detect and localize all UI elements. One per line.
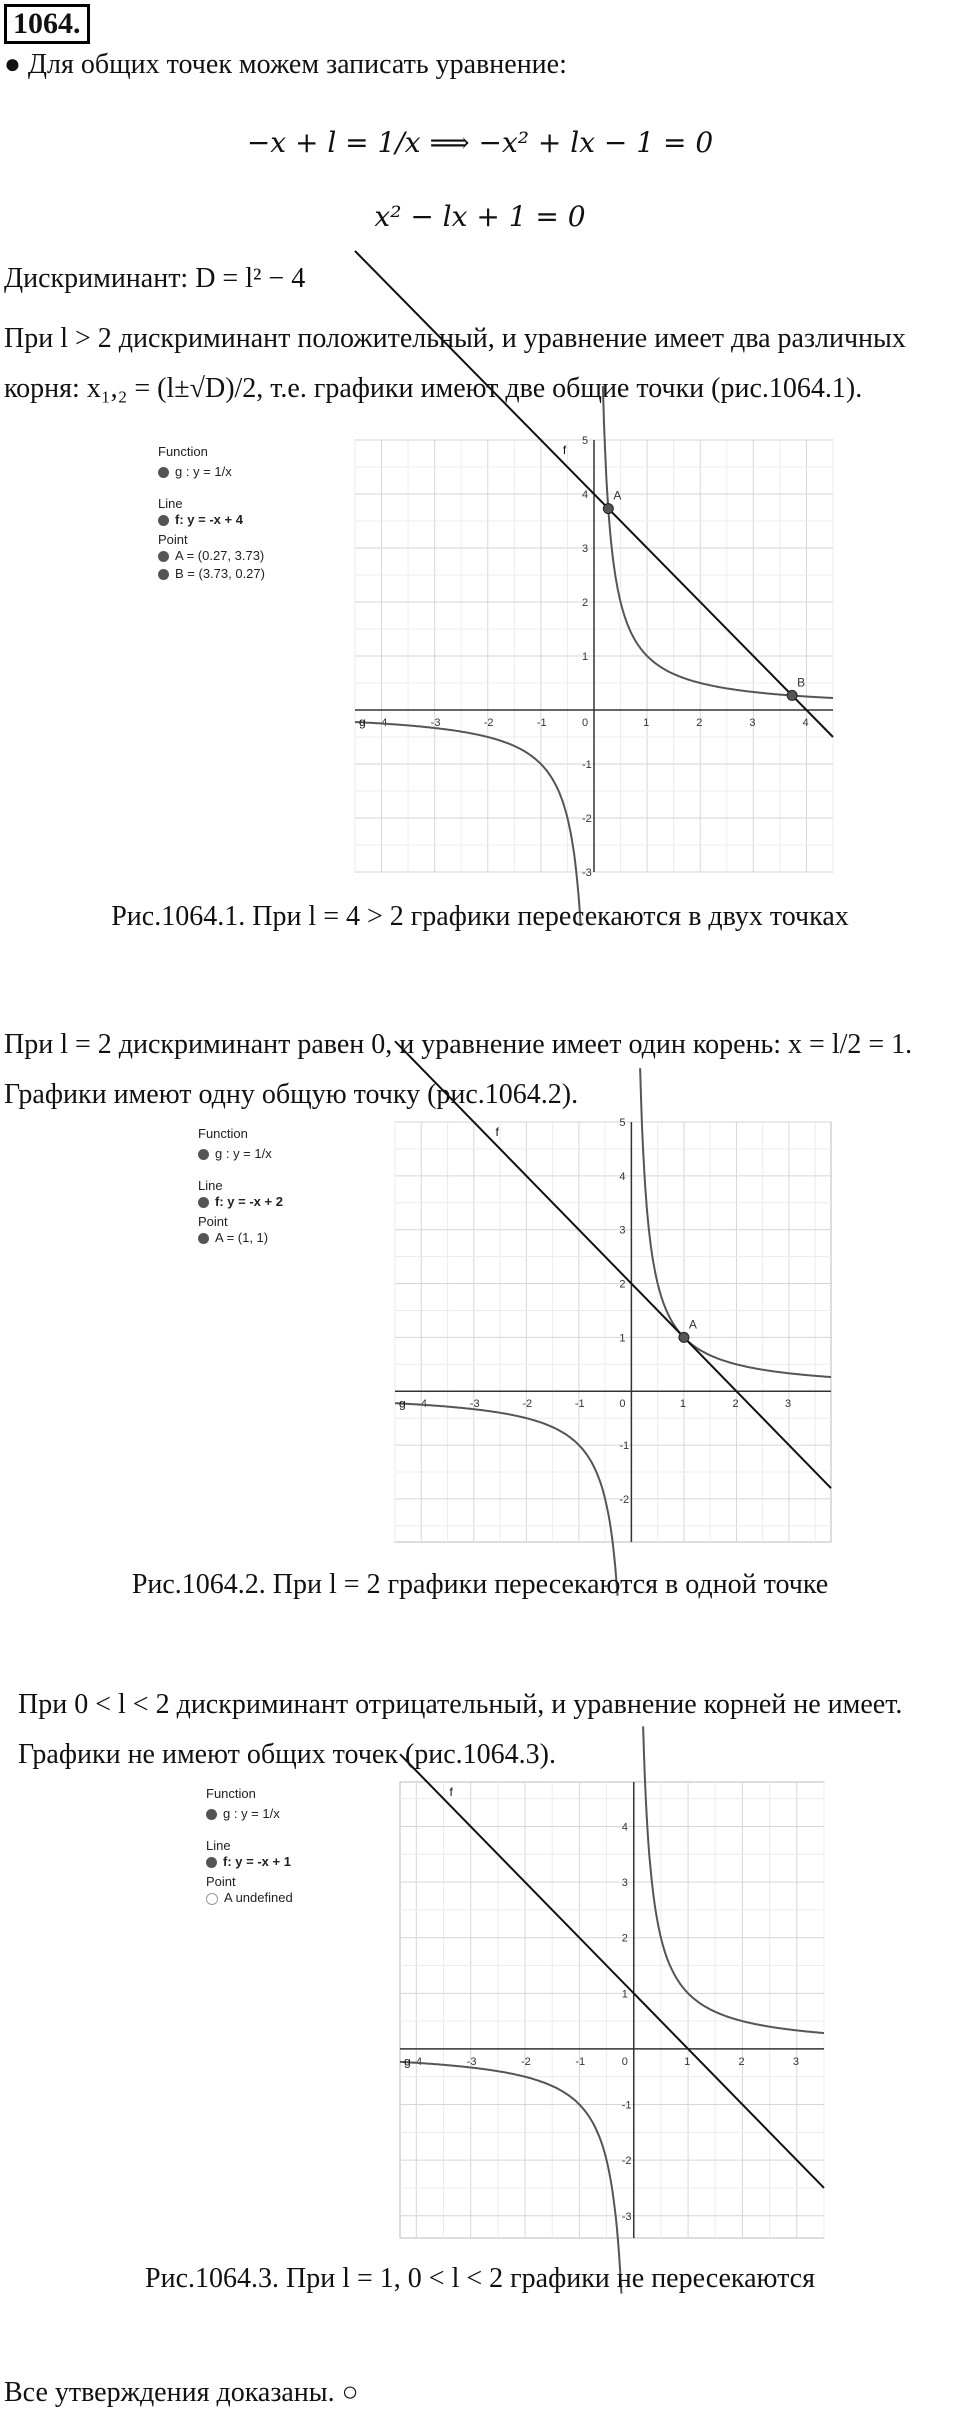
- point-item-a: A = (1, 1): [198, 1230, 268, 1245]
- y-tick-label: 1: [582, 651, 589, 663]
- label-f: f: [495, 1125, 499, 1139]
- function-category: Function: [198, 1126, 248, 1141]
- line-category: Line: [206, 1838, 231, 1853]
- algebra-panel-2: [170, 1122, 390, 1262]
- y-tick-label: -3: [621, 2210, 632, 2223]
- function-item: g : y = 1/x: [198, 1146, 272, 1161]
- paragraph-1-line-1: При l > 2 дискриминант положительный, и уравнение имеет два различных: [4, 323, 906, 354]
- point-item-a: A = (0.27, 3.73): [158, 548, 264, 563]
- intro-label: Для общих точек можем записать уравнение:: [27, 49, 567, 80]
- y-tick-label: 3: [619, 1224, 626, 1237]
- label-f: f: [449, 1785, 453, 1799]
- visibility-dot[interactable]: [158, 467, 169, 478]
- x-tick-label: 2: [732, 1398, 739, 1411]
- point-item-b: B = (3.73, 0.27): [158, 566, 265, 581]
- x-tick-label: 1: [679, 1398, 687, 1411]
- intersection-point: [679, 1332, 689, 1342]
- x-tick-label: -1: [574, 1398, 585, 1411]
- y-tick-label: 4: [621, 1821, 628, 1834]
- x-tick-label: 3: [749, 717, 756, 729]
- y-tick-label: -2: [621, 2155, 632, 2168]
- bullet: ●: [4, 49, 21, 80]
- y-tick-label: -3: [582, 867, 592, 879]
- x-tick-label: 3: [792, 2055, 799, 2068]
- y-tick-label: -1: [619, 1440, 630, 1453]
- x-tick-label: -4: [417, 1398, 428, 1411]
- y-tick-label: -2: [582, 813, 592, 825]
- visibility-dot[interactable]: [158, 551, 169, 562]
- paragraph-3-line-2: Графики не имеют общих точек (рис.1064.3).: [18, 1739, 557, 1770]
- visibility-dot[interactable]: [206, 1809, 217, 1820]
- line-category: Line: [158, 496, 183, 511]
- x-tick-label: 0: [582, 717, 589, 729]
- paragraph-1-line-2: корня: x₁,₂ = (l±√D)/2, т.е. графики имеют две общие точки (рис.1064.1).: [4, 373, 863, 404]
- function-category: Function: [158, 444, 208, 459]
- intersection-point: [603, 504, 613, 514]
- y-tick-label: 4: [582, 489, 589, 501]
- graph-background: [395, 1122, 831, 1542]
- x-tick-label: 1: [684, 2055, 691, 2068]
- paragraph-3-line-1: При 0 < l < 2 дискриминант отрицательный, и уравнение корней не имеет.: [18, 1689, 903, 1720]
- visibility-dot[interactable]: [206, 1893, 218, 1905]
- y-tick-label: 2: [619, 1278, 626, 1291]
- equation-1: −x + l = 1/x ⟹ −x² + lx − 1 = 0: [246, 126, 714, 159]
- x-tick-label: 0: [619, 1398, 626, 1411]
- x-tick-label: -2: [522, 1398, 533, 1411]
- y-tick-label: 2: [582, 597, 589, 609]
- intersection-point: [787, 690, 797, 700]
- point-category: Point: [158, 532, 188, 547]
- y-tick-label: 3: [582, 543, 589, 555]
- y-tick-label: 1: [621, 1988, 628, 2001]
- y-tick-label: -2: [619, 1493, 630, 1506]
- function-item: g : y = 1/x: [206, 1806, 280, 1821]
- y-tick-label: 5: [582, 435, 589, 447]
- line-item: f: y = -x + 1: [206, 1854, 291, 1869]
- x-tick-label: -4: [412, 2055, 423, 2068]
- point-label: B: [797, 675, 806, 690]
- paragraph-2-line-1: При l = 2 дискриминант равен 0, и уравнение имеет один корень: x = l/2 = 1.: [4, 1029, 913, 1060]
- point-item-a: A undefined: [206, 1890, 293, 1905]
- graph-background: [400, 1782, 824, 2238]
- algebra-panel-1: [130, 440, 350, 600]
- discriminant-text: Дискриминант: D = l² − 4: [4, 263, 306, 294]
- line-item: f: y = -x + 4: [158, 512, 243, 527]
- equation-2: x² − lx + 1 = 0: [374, 200, 586, 233]
- visibility-dot[interactable]: [198, 1233, 209, 1244]
- y-tick-label: -1: [582, 759, 592, 771]
- y-tick-label: 4: [619, 1170, 626, 1183]
- intro-text: [4, 48, 567, 82]
- point-label: A: [613, 488, 622, 503]
- x-tick-label: 3: [784, 1398, 792, 1411]
- x-tick-label: -1: [536, 717, 547, 729]
- x-tick-label: 4: [802, 717, 809, 729]
- line-item: f: y = -x + 2: [198, 1194, 283, 1209]
- x-tick-label: -3: [469, 1398, 480, 1411]
- x-tick-label: -2: [521, 2055, 531, 2068]
- x-tick-label: 1: [643, 717, 650, 729]
- line-category: Line: [198, 1178, 223, 1193]
- x-tick-label: 0: [621, 2055, 628, 2068]
- x-tick-label: 2: [738, 2055, 745, 2068]
- label-g: g: [359, 715, 366, 730]
- function-item: g : y = 1/x: [158, 464, 232, 479]
- point-category: Point: [198, 1214, 228, 1229]
- visibility-dot[interactable]: [206, 1857, 217, 1868]
- conclusion-text: Все утверждения доказаны. ○: [4, 2377, 359, 2408]
- point-category: Point: [206, 1874, 236, 1889]
- x-tick-label: -4: [377, 717, 388, 729]
- caption-1: Рис.1064.1. При l = 4 > 2 графики пересекаются в двух точках: [111, 901, 849, 932]
- graph-3[interactable]: [400, 1782, 824, 2238]
- x-tick-label: -3: [466, 2055, 477, 2068]
- visibility-dot[interactable]: [158, 515, 169, 526]
- y-tick-label: 1: [619, 1332, 626, 1345]
- algebra-panel-3: [178, 1782, 398, 1922]
- label-g: g: [399, 1396, 406, 1411]
- visibility-dot[interactable]: [198, 1149, 209, 1160]
- label-g: g: [404, 2054, 411, 2069]
- y-tick-label: -1: [621, 2099, 632, 2112]
- y-tick-label: 5: [619, 1117, 626, 1129]
- visibility-dot[interactable]: [198, 1197, 209, 1208]
- problem-number: 1064.: [4, 4, 90, 44]
- y-tick-label: 3: [621, 1877, 628, 1890]
- paragraph-2-line-2: Графики имеют одну общую точку (рис.1064.2).: [4, 1079, 579, 1110]
- visibility-dot[interactable]: [158, 569, 169, 580]
- x-tick-label: -3: [430, 717, 441, 729]
- graph-2[interactable]: [395, 1117, 831, 1542]
- point-label: A: [688, 1317, 697, 1332]
- caption-3: Рис.1064.3. При l = 1, 0 < l < 2 графики не пересекаются: [145, 2263, 815, 2294]
- caption-2: Рис.1064.2. При l = 2 графики пересекаются в одной точке: [131, 1569, 829, 1600]
- y-tick-label: 2: [621, 1932, 628, 1945]
- label-f: f: [562, 443, 567, 457]
- x-tick-label: -1: [575, 2055, 586, 2068]
- graph-1[interactable]: [355, 435, 833, 879]
- x-tick-label: -2: [483, 717, 494, 729]
- x-tick-label: 2: [696, 717, 703, 729]
- function-category: Function: [206, 1786, 256, 1801]
